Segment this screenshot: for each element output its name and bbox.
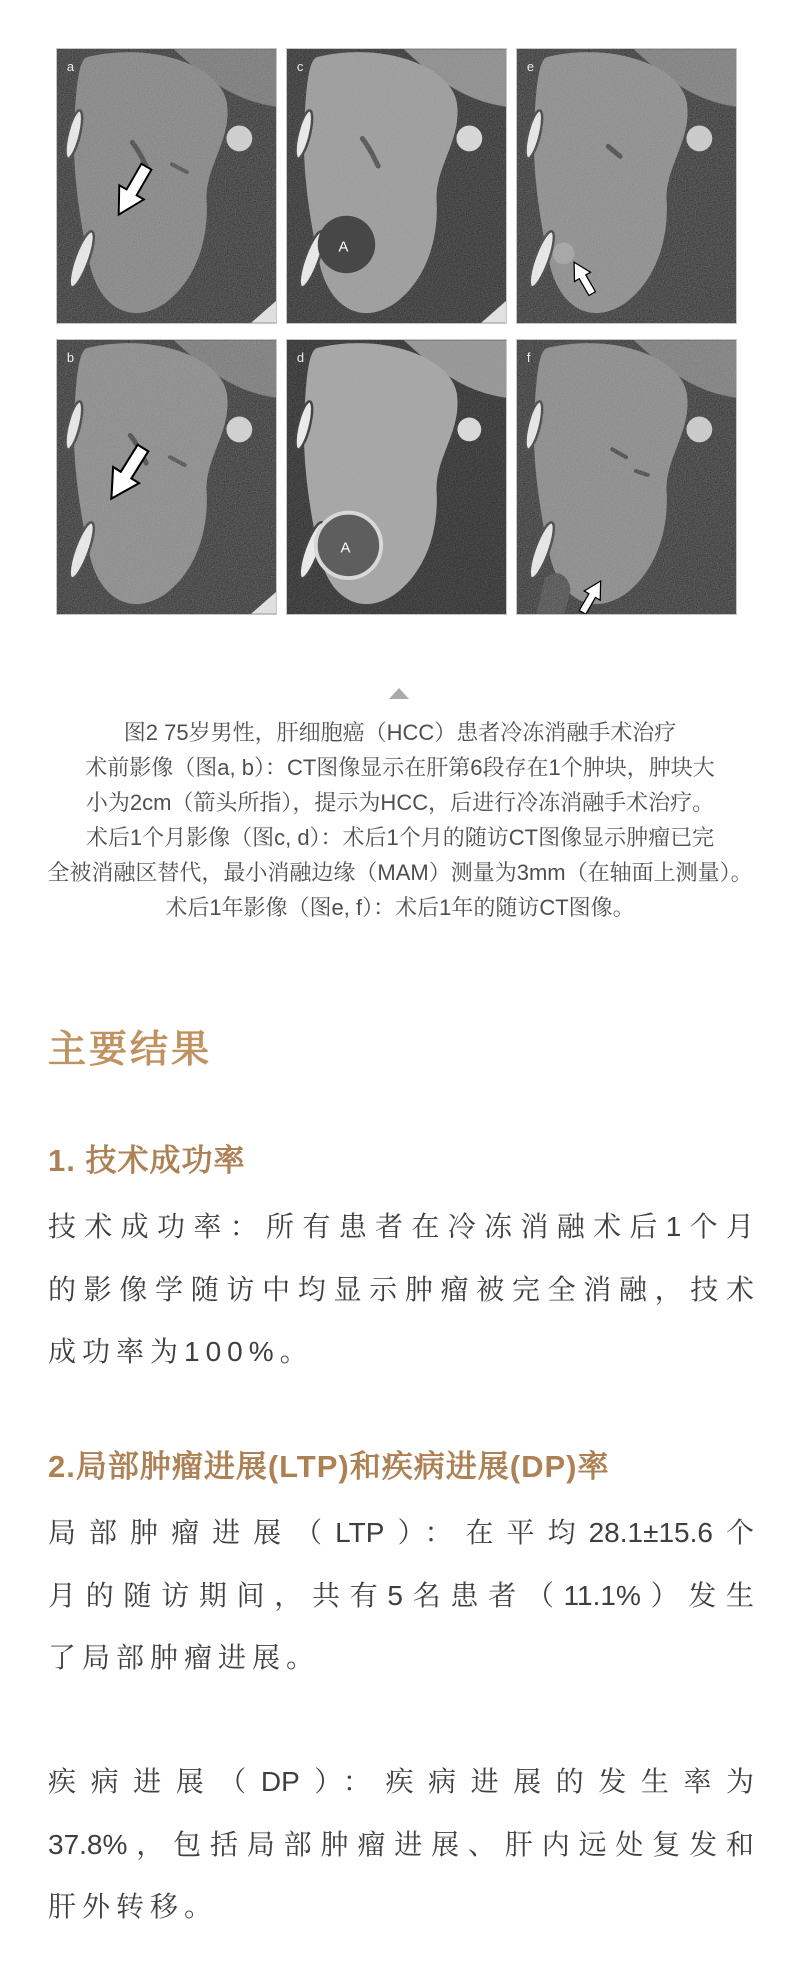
panel-letter: e <box>526 59 535 75</box>
ct-panel-d[interactable] <box>286 339 507 615</box>
section-2-title: 2.局部肿瘤进展(LTP)和疾病进展(DP)率 <box>48 1449 610 1484</box>
paragraph-line: 成功率为100%。 <box>48 1336 314 1367</box>
ct-scan-image-c <box>287 49 506 323</box>
panel-letter: c <box>296 59 304 75</box>
caption-line: 术后1年影像（图e, f）：术后1年的随访CT图像。 <box>165 895 635 920</box>
ct-panel-b[interactable] <box>56 339 277 615</box>
panel-letter: f <box>526 350 531 366</box>
ct-scan-image-a <box>57 49 276 323</box>
ct-panel-c[interactable] <box>286 48 507 324</box>
paragraph-line: 37.8%，包括局部肿瘤进展、肝内远处复发和 <box>48 1828 754 1860</box>
figure-caption <box>0 715 800 925</box>
paragraph-line: 肝外转移。 <box>48 1891 219 1922</box>
triangle-up-icon <box>389 688 409 699</box>
ablation-zone-label: A <box>338 239 349 256</box>
ct-figure <box>56 48 737 615</box>
paragraph-line: 技术成功率：所有患者在冷冻消融术后1个月 <box>48 1211 754 1242</box>
panel-letter: b <box>66 350 75 366</box>
section-2-paragraph <box>48 1502 754 1690</box>
ct-panel-a[interactable] <box>56 48 277 324</box>
caption-line: 全被消融区替代，最小消融边缘（MAM）测量为3mm（在轴面上测量）。 <box>47 860 753 885</box>
ct-scan-image-b <box>57 340 276 614</box>
ct-scan-image-f <box>517 340 736 614</box>
paragraph-line: 了局部肿瘤进展。 <box>48 1642 321 1673</box>
ct-panel-f[interactable] <box>516 339 737 615</box>
paragraph-line: 的影像学随访中均显示肿瘤被完全消融，技术 <box>48 1273 754 1305</box>
panel-letter: d <box>296 350 305 366</box>
ct-panel-e[interactable] <box>516 48 737 324</box>
ct-scan-image-d <box>287 340 506 614</box>
paragraph-line: 局部肿瘤进展（LTP）：在平均28.1±15.6个 <box>48 1517 754 1548</box>
disease-progression-paragraph <box>48 1751 754 1939</box>
section-1-title: 1. 技术成功率 <box>48 1143 246 1178</box>
paragraph-line: 疾病进展（DP）：疾病进展的发生率为 <box>48 1766 754 1797</box>
caption-line: 术前影像（图a, b）：CT图像显示在肝第6段存在1个肿块，肿块大 <box>85 755 715 780</box>
caption-line: 小为2cm（箭头所指），提示为HCC，后进行冷冻消融手术治疗。 <box>85 790 715 815</box>
panel-letter: a <box>66 59 75 75</box>
caption-line: 图2 75岁男性，肝细胞癌（HCC）患者冷冻消融手术治疗 <box>123 720 677 745</box>
ct-scan-image-e <box>517 49 736 323</box>
results-heading: 主要结果 <box>48 1029 213 1071</box>
section-1-paragraph <box>48 1196 754 1384</box>
paragraph-line: 月的随访期间，共有5名患者（11.1%）发生 <box>48 1579 754 1611</box>
caption-line: 术后1个月影像（图c, d）：术后1个月的随访CT图像显示肿瘤已完 <box>85 825 715 850</box>
ablation-zone-label: A <box>340 540 351 557</box>
